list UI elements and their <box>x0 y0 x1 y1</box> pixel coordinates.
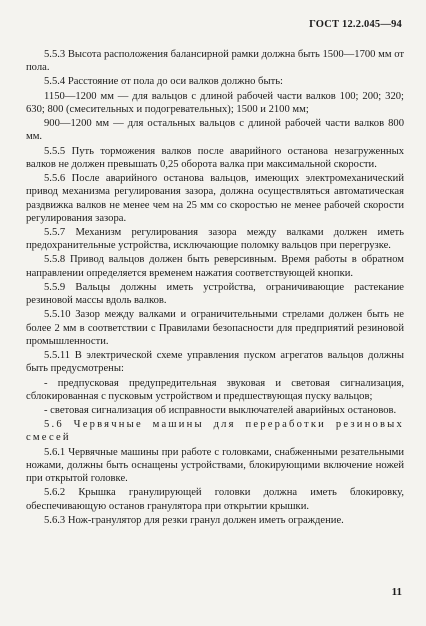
paragraph-5-5-4-item-2: 900—1200 мм — для остальных вальцов с длиной рабочей части валков 800 мм. <box>26 118 404 143</box>
paragraph-5-5-11-item-1: - предпусковая предупредительная звуковая и световая сигнализация, сблокированная с пусковым устройством и предшествующая пуску вальцов; <box>26 377 404 402</box>
document-code-header: ГОСТ 12.2.045—94 <box>309 19 402 30</box>
paragraph-5-5-4-item-1: 1150—1200 мм — для вальцов с длиной рабочей части валков 100; 200; 320; 630; 800 (смесительных и подогревательных); 1500 и 2100 мм; <box>26 90 404 115</box>
paragraph-5-5-5: 5.5.5 Путь торможения валков после аварийного останова незагруженных валков не должен превышать 0,25 оборота валка при максимальной скорости. <box>26 145 404 170</box>
paragraph-5-5-7: 5.5.7 Механизм регулирования зазора между валками должен иметь предохранительные устройства, исключающие поломку вальцов при перегрузке. <box>26 227 404 252</box>
paragraph-5-5-11-item-2: - световая сигнализация об исправности выключателей аварийных остановов. <box>44 405 397 416</box>
paragraph-5-5-11: 5.5.11 В электрической схеме управления пуском агрегатов вальцов должны быть предусмотрены: <box>26 350 404 375</box>
paragraph-5-5-3: 5.5.3 Высота расположения балансирной рамки должна быть 1500—1700 мм от пола. <box>26 49 404 74</box>
paragraph-5-5-6: 5.5.6 После аварийного останова вальцов, имеющих электромеханический привод механизма регулирования зазора, должна осуществляться автоматическая раздвижка валков не менее чем на 25 мм со скоростью не менее рабочей скорости регулирования зазора. <box>26 173 404 224</box>
paragraph-5-6-2: 5.6.2 Крышка гранулирующей головки должна иметь блокировку, обеспечивающую останов гранулятора при открытии крышки. <box>26 487 404 512</box>
paragraph-5-5-8: 5.5.8 Привод вальцов должен быть реверсивным. Время работы в обратном направлении определяется временем нажатия соответствующей кнопки. <box>26 254 404 279</box>
paragraph-5-5-4: 5.5.4 Расстояние от пола до оси валков должно быть: <box>44 76 283 88</box>
paragraph-5-6-1: 5.6.1 Червячные машины при работе с головками, снабженными резательными ножами, должны быть оснащены устройствами, блокирующими включение ножей при открытой головке. <box>26 446 404 485</box>
page-number: 11 <box>391 586 402 598</box>
paragraph-5-6-3: 5.6.3 Нож-гранулятор для резки гранул должен иметь ограждение. <box>44 514 344 526</box>
paragraph-5-5-9: 5.5.9 Вальцы должны иметь устройства, ограничивающие растекание резиновой массы вдоль валков. <box>26 281 404 307</box>
paragraph-5-5-10: 5.5.10 Зазор между валками и ограничительными стрелами должен быть не более 2 мм в соответствии с Правилами безопасности для предприятий резиновой промышленности. <box>26 309 404 347</box>
section-heading-5-6: 5.6 Червячные машины для переработки резиновых смесей <box>26 419 404 444</box>
document-body <box>26 48 404 528</box>
